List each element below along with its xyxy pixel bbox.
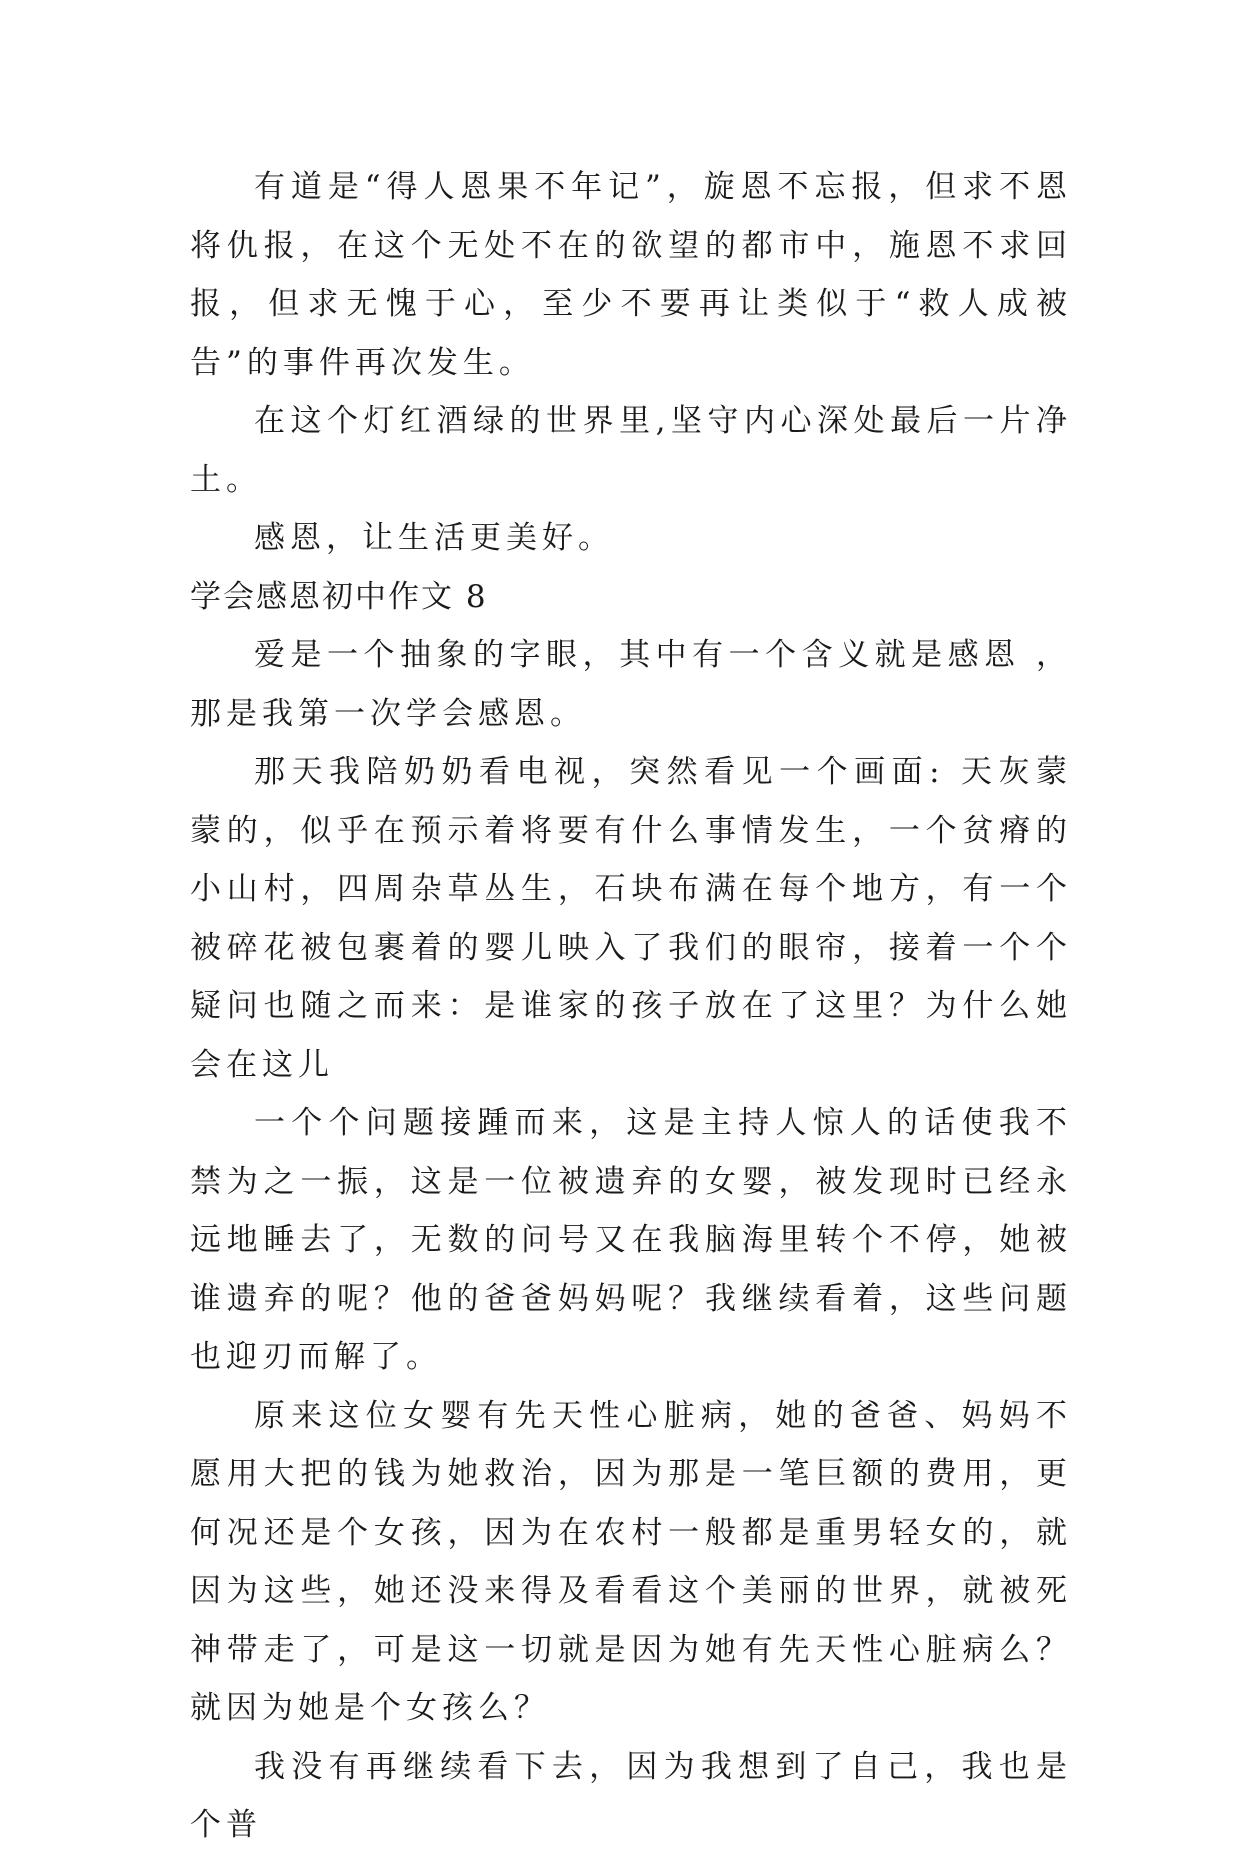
paragraph-questions: 一个个问题接踵而来，这是主持人惊人的话使我不禁为之一振，这是一位被遗弃的女婴，被发现时已经永远地睡去了，无数的问号又在我脑海里转个不停，她被谁遗弃的呢？他的爸爸妈妈呢？我继续看着，这些问题也迎刃而解了。 [190,1105,1072,1375]
section-heading: 学会感恩初中作文 8 [190,578,488,615]
paragraph-tv-scene: 那天我陪奶奶看电视，突然看见一个画面: 天灰蒙蒙的，似乎在预示着将要有什么事情发生，一个贫瘠的小山村，四周杂草丛生，石块布满在每个地方，有一个被碎花被包裹着的婴儿映入了我们的眼帘，接着一个个疑问也随之而来：是谁家的孩子放在了这里？为什么她会在这儿 [190,754,1072,1083]
paragraph-reflection: 我没有再继续看下去，因为我想到了自己，我也是个普 [190,1748,1072,1843]
paragraph-pure-land: 在这个灯红酒绿的世界里,坚守内心深处最后一片净土。 [190,403,1072,498]
paragraph-love-gratitude: 爱是一个抽象的字眼，其中有一个含义就是感恩 ，那是我第一次学会感恩。 [190,637,1072,732]
paragraph-better-life: 感恩，让生活更美好。 [254,520,614,556]
document-body [190,158,1072,1855]
paragraph-gratitude-repay: 有道是“得人恩果不年记”，旋恩不忘报，但求不恩将仇报，在这个无处不在的欲望的都市中，施恩不求回报，但求无愧于心，至少不要再让类似于“救人成被告”的事件再次发生。 [190,169,1072,381]
paragraph-heart-disease: 原来这位女婴有先天性心脏病，她的爸爸、妈妈不愿用大把的钱为她救治，因为那是一笔巨额的费用，更何况还是个女孩，因为在农村一般都是重男轻女的，就因为这些，她还没来得及看看这个美丽的世界，就被死神带走了，可是这一切就是因为她有先天性心脏病么？就因为她是个女孩么？ [190,1397,1072,1726]
